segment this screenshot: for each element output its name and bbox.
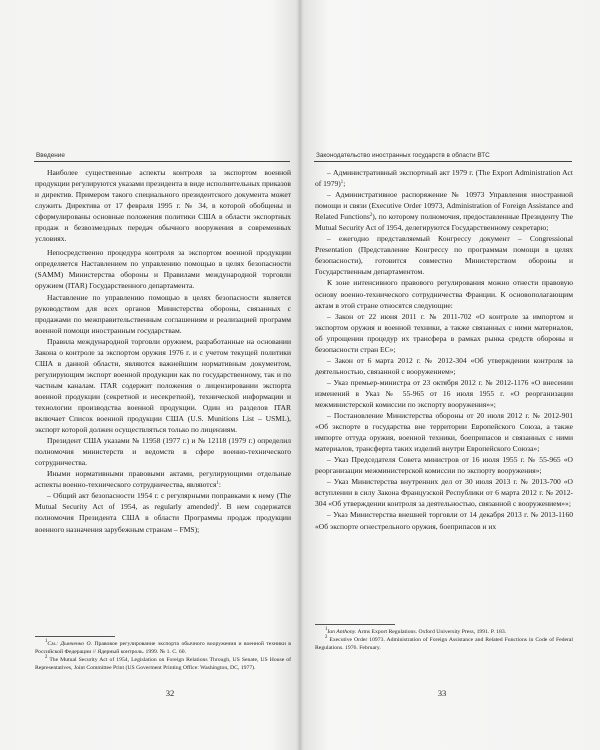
footnotes (315, 628, 573, 652)
right-page (300, 0, 600, 750)
paragraph: – ежегодно представляемый Конгрессу документ – Congressional Presentation (Представление Конгрессу по программам помощи в целях безопасности), готовится совместно Министерством обороны и Государственным департаментом. (315, 234, 573, 277)
paragraph: – Указ премьер-министра от 23 октября 2012 г. № 2012-1176 «О внесении изменений в Указ № 55-965 от 16 июля 1955 г. «О реорганизации межминистерской комиссии по экспорту вооружения»»; (315, 377, 573, 409)
paragraph (35, 468, 291, 490)
paragraph-text: ), по которому полномочия, предоставленные Президенту The Mutual Security Act of 1954, делегируются Государственному секретарю; (315, 212, 573, 233)
paragraph-text: ; (343, 179, 346, 189)
paragraph-text: Иными нормативными правовыми актами, регулирующими отдельные аспекты военно-технического сотрудничества, являются (35, 469, 291, 490)
paragraph-text: – Общий акт безопасности 1954 г. с регулярными поправками к нему (The Mutual Security Act of 1954, as regularly amended) (35, 491, 291, 512)
running-head: Введение (36, 152, 65, 159)
footnote-rule (315, 624, 395, 625)
paragraph: – Указ Министерства внешней торговли от 14 декабря 2013 г. № 2013-1160 «Об экспорте огнестрельного оружия, боеприпасов и их (315, 510, 573, 531)
footnote-text: The Mutual Security Act of 1954, Legislation on Foreign Relations Through, US Senate, US House of Representatives, Joint Committee Print (US Goverment Printing Office: Washington, DC, 1977). (35, 657, 291, 671)
paragraph: – Указ Председателя Совета министров от 16 июля 1955 г. № 55-965 «О реорганизации межминистерской комиссии по экспорту вооружения»; (315, 455, 573, 476)
paragraph: – Закон от 22 июня 2011 г. № 2011-702 «О контроле за импортом и экспортом оружия и военной техники, а также связанных с ними материалов, об упрощении процедур их трансфера в рамках рынка средств обороны и безопасности стран ЕС»; (315, 311, 573, 354)
footnote (35, 656, 291, 672)
paragraph-text: : (218, 480, 222, 490)
footnote-rule (35, 636, 115, 637)
footnote-mark: 1 (45, 639, 48, 644)
paragraph: К зоне интенсивного правового регулирования можно отнести правовую основу военно-технического сотрудничества Франции. К основополагающим актам в этой стране относятся следующие: (315, 278, 573, 310)
paragraph: Наставление по управлению помощью в целях безопасности является руководством для всех органов Министерства обороны, связанных с продажами по межправительственным соглашениям и реализацией программ военной помощи иностранным государствам. (35, 292, 291, 335)
footnote (315, 628, 573, 636)
page-number: 33 (437, 688, 447, 698)
footnote-ref: 2 (216, 503, 220, 509)
header-rule (314, 161, 572, 162)
paragraph: – Указ Министерства внутренних дел от 30 июля 2013 г. № 2013-700 «О вступлении в силу Закона Французской Республики от 6 марта 2012 г. № 2012-304 «Об утверждении контроля за деятельностью, связанной с вооружением»»; (315, 477, 573, 509)
paragraph (315, 189, 573, 233)
footnote-ref: 1 (216, 481, 219, 487)
footnote-text: Executive Order 10973. Administration of Foreign Assistance and Related Functions in Code of Federal Regulations. 1976. February. (315, 637, 573, 651)
paragraph: – Закон от 6 марта 2012 г. № 2012-304 «Об утверждении контроля за деятельностью, связанной с вооружением»; (315, 355, 573, 376)
footnote-text: Правовое регулирование экспорта обычного вооружения и военной техники в Российской Федерации // Ядерный контроль. 1999. № 1. С. 60. (35, 641, 291, 655)
footnote-author: Ian Anthony. (327, 629, 357, 635)
right-page-body (315, 167, 573, 532)
paragraph (35, 490, 291, 534)
footnote (315, 636, 573, 652)
footnote-text: Arms Export Regulations. Oxford University Press, 1991. P. 183. (356, 629, 507, 635)
paragraph (315, 167, 573, 189)
paragraph-text: – Административный экспортный акт 1979 г. (The Export Administration Act of 1979) (315, 168, 573, 189)
paragraph-text: . В нем содержатся полномочия Президента США в области Программы продаж продукции военного назначения зарубежным странам – FMS); (35, 502, 291, 534)
paragraph: Непосредственно процедура контроля за экспортом военной продукции определяется Наставлением по управлению помощью в целях безопасности (SAMM) Министерства обороны и Правилами международной торговли оружием (ITAR) Государственного департамента. (35, 248, 291, 291)
paragraph-text: – Административное распоряжение № 10973 Управления иностранной помощи и связи (Executive Order 10973, Administration of Foreign Assistance and Related Functions (315, 190, 573, 222)
footnotes (35, 640, 291, 672)
paragraph: – Постановление Министерства обороны от 20 июля 2012 г. № 2012-901 «Об экспорте в государства вне территории Европейского Союза, а также импорте оттуда оружия, военной техники, боеприпасов и связанных с ними материалов, трансферта таких изделий внутри Европейского Союза»; (315, 411, 573, 454)
footnote (35, 640, 291, 656)
footnote-ref: 1 (340, 180, 344, 186)
paragraph: Наиболее существенные аспекты контроля за экспортом военной продукции регулируются указами президента в виде исполнительных приказов и директив. Примером такого специального президентского документа может служить Директива от 17 февраля 1995 г. № 34, в которой обобщены и сформулированы основные положения политики США в области экспортных продаж и безвозмездных передач обычного вооружения в современных условиях. (35, 168, 291, 244)
paragraph: Президент США указами № 11958 (1977 г.) и № 12118 (1979 г.) определил полномочия министерств и ведомств в сфере военно-технического сотрудничества. (35, 436, 291, 468)
footnote-author: См.: Дынченко О. (47, 641, 93, 647)
footnote-mark: 2 (325, 635, 328, 640)
running-head: Законодательство иностранных государств в области ВТС (316, 152, 490, 159)
paragraph: Правила международной торговли оружием, разработанные на основании Закона о контроле за экспортом оружия 1976 г. и с учетом текущей политики США в данной области, являются важнейшим нормативным документом, регулирующим экспорт военной продукции как по государственному, так и по частным каналам. ITAR содержит положения о лицензировании экспорта военной продукции (секретной и несекретной), технической информации и технологии производства военной продукции. Один из разделов ITAR включает Список военной продукции США (U.S. Munitions List – USML), экспорт которой должен осуществляться только по лицензиям. (35, 336, 291, 435)
footnote-mark: 1 (325, 627, 328, 632)
page-number: 32 (165, 688, 175, 698)
footnote-ref: 2 (369, 213, 373, 219)
footnote-mark: 2 (45, 655, 48, 660)
left-page-body (35, 167, 291, 535)
header-rule (34, 161, 290, 162)
